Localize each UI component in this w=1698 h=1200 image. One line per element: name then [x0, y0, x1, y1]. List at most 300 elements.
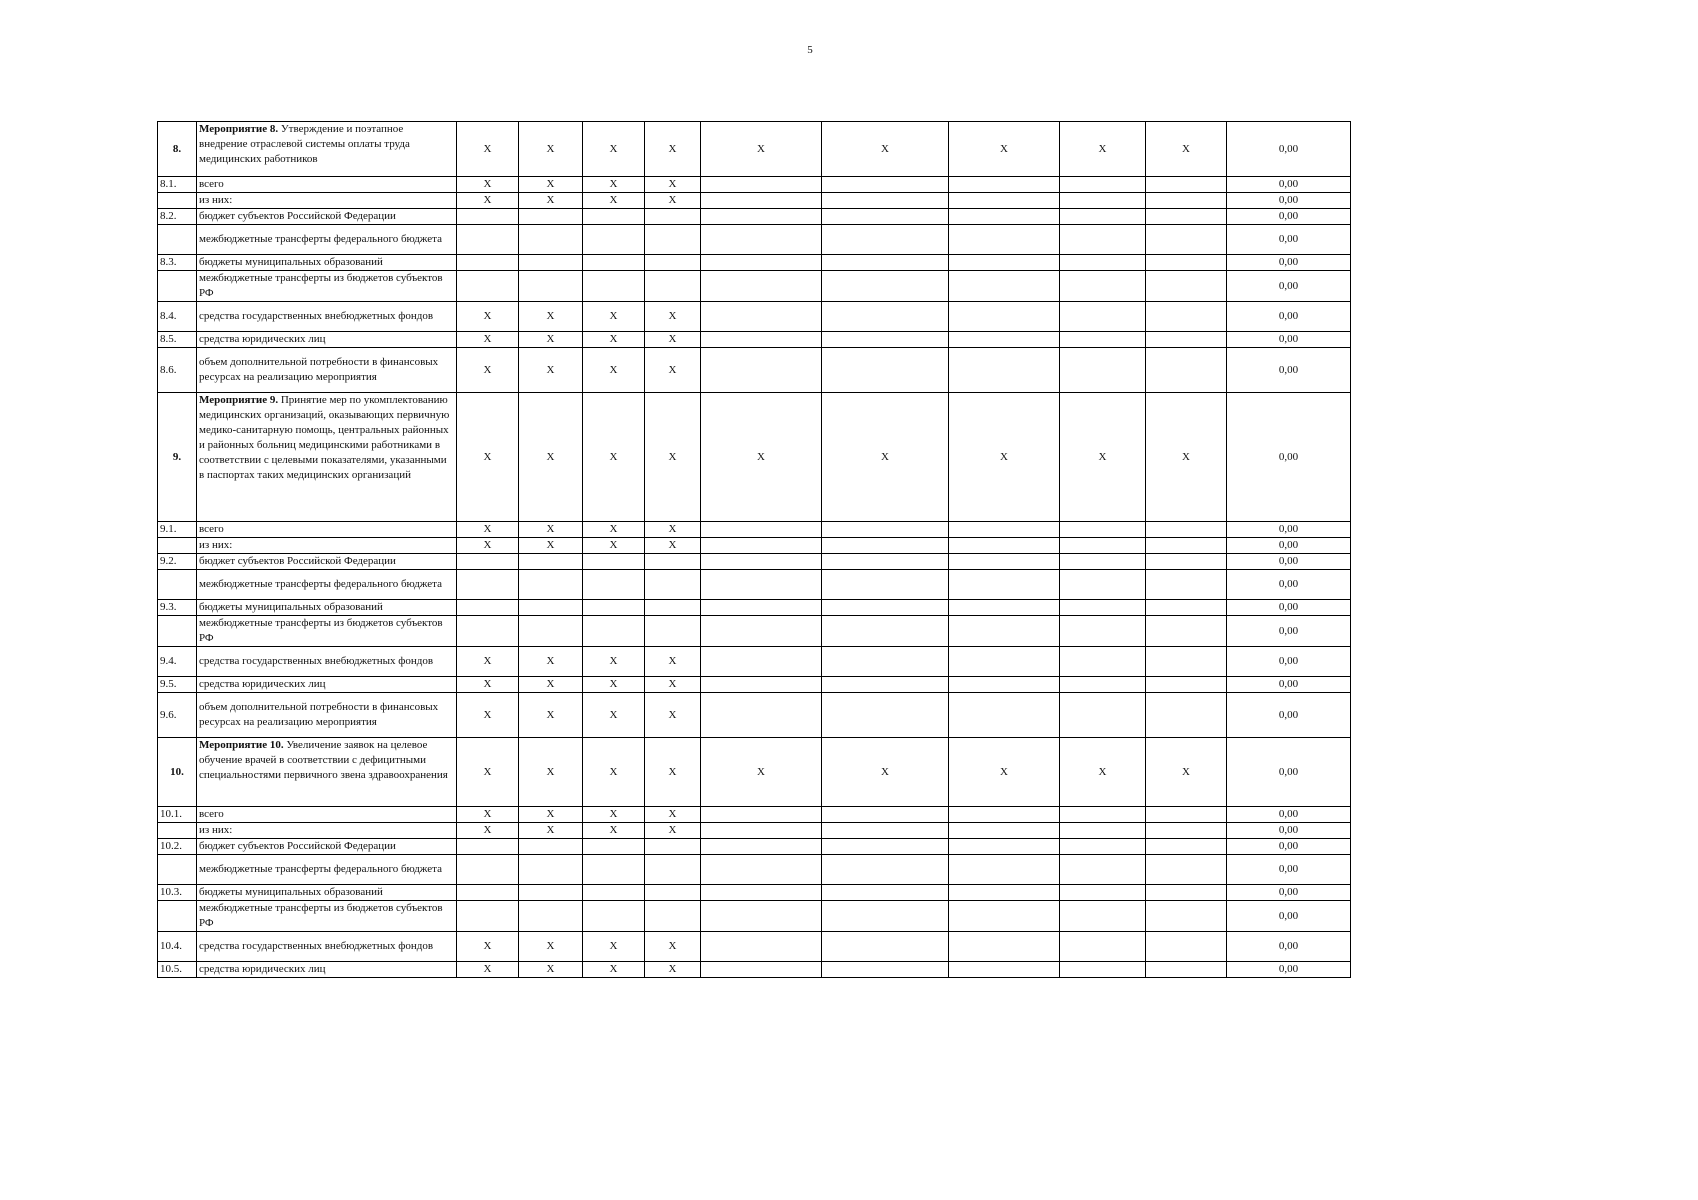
table-row: [158, 348, 1351, 393]
table-cell: [1060, 554, 1146, 570]
table-cell: 0,00: [1227, 616, 1351, 647]
table-cell: 0,00: [1227, 855, 1351, 885]
page-number: 5: [807, 44, 813, 56]
table-cell: [949, 677, 1060, 693]
table-cell: [822, 225, 949, 255]
table-cell: X: [583, 538, 645, 554]
table-cell: X: [519, 193, 583, 209]
table-cell: [519, 901, 583, 932]
table-cell: [1060, 209, 1146, 225]
table-cell: [645, 255, 701, 271]
row-label: межбюджетные трансферты из бюджетов субъектов РФ: [197, 616, 457, 647]
activity-title: Мероприятие 8.: [199, 123, 279, 135]
table-cell: X: [949, 738, 1060, 807]
table-cell: X: [701, 393, 822, 522]
table-cell: [1060, 332, 1146, 348]
table-cell: [822, 807, 949, 823]
table-cell: [1060, 193, 1146, 209]
table-cell: [519, 855, 583, 885]
table-cell: X: [949, 122, 1060, 177]
table-row: [158, 901, 1351, 932]
table-cell: 0,00: [1227, 647, 1351, 677]
activity-title: Мероприятие 10.: [199, 739, 284, 751]
table-cell: X: [583, 693, 645, 738]
row-label: бюджет субъектов Российской Федерации: [197, 839, 457, 855]
table-cell: [822, 932, 949, 962]
table-cell: X: [457, 962, 519, 978]
table-cell: [645, 855, 701, 885]
row-number: 9.2.: [158, 554, 197, 570]
table-cell: [457, 885, 519, 901]
table-row: [158, 885, 1351, 901]
table-cell: 0,00: [1227, 522, 1351, 538]
table-cell: 0,00: [1227, 932, 1351, 962]
table-cell: [949, 647, 1060, 677]
table-cell: X: [583, 677, 645, 693]
table-cell: [519, 554, 583, 570]
table-cell: 0,00: [1227, 332, 1351, 348]
table-cell: X: [1060, 393, 1146, 522]
table-row-activity: [158, 738, 1351, 807]
table-cell: [583, 616, 645, 647]
table-cell: X: [583, 302, 645, 332]
table-cell: [583, 855, 645, 885]
table-cell: [949, 554, 1060, 570]
activity-text: Увеличение заявок на целевое обучение врачей в соответствии с дефицитными специальностями первичного звена здравоохранения: [199, 739, 448, 781]
table-cell: [519, 255, 583, 271]
table-cell: [1146, 554, 1227, 570]
table-cell: X: [645, 177, 701, 193]
activity-number: 10.: [158, 738, 197, 807]
table-cell: X: [645, 522, 701, 538]
row-label: межбюджетные трансферты из бюджетов субъектов РФ: [197, 901, 457, 932]
table-cell: [701, 193, 822, 209]
table-cell: 0,00: [1227, 122, 1351, 177]
row-number: 10.2.: [158, 839, 197, 855]
table-cell: [822, 839, 949, 855]
table-cell: X: [583, 348, 645, 393]
table-cell: X: [519, 693, 583, 738]
table-cell: [822, 616, 949, 647]
table-cell: [1060, 538, 1146, 554]
table-cell: [822, 348, 949, 393]
row-number: 8.5.: [158, 332, 197, 348]
table-cell: [1146, 962, 1227, 978]
table-cell: 0,00: [1227, 885, 1351, 901]
table-cell: [645, 570, 701, 600]
row-label: межбюджетные трансферты из бюджетов субъектов РФ: [197, 271, 457, 302]
table-cell: [1146, 348, 1227, 393]
table-cell: X: [457, 693, 519, 738]
table-cell: X: [519, 122, 583, 177]
row-label: всего: [197, 807, 457, 823]
row-number: 8.6.: [158, 348, 197, 393]
table-cell: [822, 647, 949, 677]
table-cell: X: [457, 677, 519, 693]
table-cell: [457, 616, 519, 647]
table-cell: [1146, 538, 1227, 554]
table-cell: [519, 839, 583, 855]
table-row: [158, 616, 1351, 647]
row-label: из них:: [197, 823, 457, 839]
table-cell: X: [583, 823, 645, 839]
table-cell: [1060, 616, 1146, 647]
table-cell: [822, 855, 949, 885]
table-cell: 0,00: [1227, 823, 1351, 839]
table-cell: [949, 538, 1060, 554]
table-cell: X: [645, 932, 701, 962]
table-cell: [583, 600, 645, 616]
table-cell: [457, 209, 519, 225]
table-cell: X: [645, 738, 701, 807]
table-row-activity: [158, 122, 1351, 177]
table-row: [158, 209, 1351, 225]
table-cell: X: [457, 807, 519, 823]
table-cell: [701, 271, 822, 302]
table-cell: X: [583, 332, 645, 348]
table-cell: [949, 348, 1060, 393]
table-cell: X: [701, 738, 822, 807]
row-number: 8.2.: [158, 209, 197, 225]
table-cell: [645, 271, 701, 302]
table-cell: X: [645, 122, 701, 177]
table-cell: [701, 554, 822, 570]
table-cell: [457, 839, 519, 855]
table-cell: [949, 600, 1060, 616]
table-cell: [1146, 193, 1227, 209]
table-cell: X: [949, 393, 1060, 522]
table-cell: 0,00: [1227, 193, 1351, 209]
table-cell: [701, 209, 822, 225]
row-label: средства юридических лиц: [197, 677, 457, 693]
table-cell: X: [457, 177, 519, 193]
table-cell: [645, 885, 701, 901]
table-cell: [701, 807, 822, 823]
table-cell: [949, 225, 1060, 255]
table-cell: [583, 209, 645, 225]
table-cell: [645, 901, 701, 932]
table-cell: [701, 302, 822, 332]
table-cell: [1146, 255, 1227, 271]
row-number: 10.4.: [158, 932, 197, 962]
table-cell: [457, 255, 519, 271]
table-cell: [1146, 570, 1227, 600]
table-cell: 0,00: [1227, 677, 1351, 693]
table-cell: [1146, 271, 1227, 302]
table-cell: [701, 901, 822, 932]
table-cell: [583, 554, 645, 570]
row-label: всего: [197, 522, 457, 538]
table-cell: [949, 332, 1060, 348]
table-row: [158, 193, 1351, 209]
row-number: 8.3.: [158, 255, 197, 271]
activity-description: [197, 122, 457, 177]
table-row: [158, 302, 1351, 332]
table-cell: [519, 570, 583, 600]
table-cell: X: [519, 823, 583, 839]
table-cell: X: [457, 932, 519, 962]
table-cell: 0,00: [1227, 554, 1351, 570]
table-cell: X: [701, 122, 822, 177]
table-cell: [949, 193, 1060, 209]
table-cell: X: [457, 647, 519, 677]
table-row: [158, 600, 1351, 616]
table-cell: [1060, 885, 1146, 901]
table-cell: [1146, 677, 1227, 693]
table-cell: [583, 255, 645, 271]
table-cell: X: [1146, 122, 1227, 177]
table-cell: X: [1060, 122, 1146, 177]
table-row: [158, 839, 1351, 855]
table-cell: [822, 332, 949, 348]
table-cell: X: [645, 193, 701, 209]
table-cell: X: [519, 332, 583, 348]
table-cell: X: [519, 302, 583, 332]
table-cell: [583, 271, 645, 302]
table-cell: X: [457, 193, 519, 209]
row-number: 9.3.: [158, 600, 197, 616]
table-cell: X: [645, 647, 701, 677]
row-label: средства государственных внебюджетных фондов: [197, 647, 457, 677]
table-cell: [1060, 647, 1146, 677]
table-cell: X: [583, 807, 645, 823]
table-cell: [583, 839, 645, 855]
table-cell: [1146, 332, 1227, 348]
table-cell: [701, 932, 822, 962]
table-cell: [949, 962, 1060, 978]
table-cell: X: [519, 538, 583, 554]
table-row: [158, 807, 1351, 823]
table-cell: [822, 693, 949, 738]
table-cell: [1146, 177, 1227, 193]
table-cell: [1146, 839, 1227, 855]
table-cell: [1060, 962, 1146, 978]
table-cell: [701, 570, 822, 600]
row-number: 10.3.: [158, 885, 197, 901]
table-cell: [701, 647, 822, 677]
table-cell: [1060, 522, 1146, 538]
table-cell: [949, 255, 1060, 271]
table-cell: [949, 901, 1060, 932]
table-cell: X: [583, 962, 645, 978]
table-cell: X: [645, 677, 701, 693]
table-cell: [949, 302, 1060, 332]
table-cell: [701, 677, 822, 693]
row-number: 9.1.: [158, 522, 197, 538]
table-cell: X: [457, 393, 519, 522]
table-cell: [1146, 600, 1227, 616]
table-cell: X: [583, 122, 645, 177]
table-cell: [1060, 823, 1146, 839]
table-cell: [949, 932, 1060, 962]
table-cell: X: [457, 738, 519, 807]
table-cell: [949, 616, 1060, 647]
table-cell: [457, 570, 519, 600]
table-cell: [519, 616, 583, 647]
table-cell: [949, 823, 1060, 839]
table-cell: [519, 600, 583, 616]
table-cell: [1060, 348, 1146, 393]
table-cell: X: [583, 393, 645, 522]
row-label: межбюджетные трансферты федерального бюджета: [197, 570, 457, 600]
row-label: средства юридических лиц: [197, 962, 457, 978]
table-cell: [822, 600, 949, 616]
table-cell: X: [457, 522, 519, 538]
table-cell: 0,00: [1227, 738, 1351, 807]
table-cell: [1146, 693, 1227, 738]
table-cell: [949, 522, 1060, 538]
table-cell: [1060, 600, 1146, 616]
table-cell: [645, 225, 701, 255]
table-cell: 0,00: [1227, 839, 1351, 855]
table-cell: [701, 823, 822, 839]
table-cell: [1060, 855, 1146, 885]
table-cell: [1146, 522, 1227, 538]
activity-description: [197, 738, 457, 807]
table-cell: [822, 677, 949, 693]
table-cell: [822, 901, 949, 932]
table-cell: [949, 693, 1060, 738]
table-cell: X: [519, 962, 583, 978]
table-cell: X: [457, 348, 519, 393]
table-cell: [583, 570, 645, 600]
table-cell: [949, 209, 1060, 225]
row-label: бюджеты муниципальных образований: [197, 255, 457, 271]
table-cell: X: [645, 807, 701, 823]
table-cell: X: [583, 647, 645, 677]
table-cell: [1146, 225, 1227, 255]
table-cell: X: [519, 348, 583, 393]
table-row: [158, 271, 1351, 302]
table-cell: [1060, 677, 1146, 693]
table-cell: [701, 600, 822, 616]
table-cell: [519, 885, 583, 901]
table-cell: X: [457, 823, 519, 839]
table-row: [158, 554, 1351, 570]
table-row: [158, 677, 1351, 693]
table-cell: [1060, 177, 1146, 193]
table-row: [158, 177, 1351, 193]
table-cell: [1060, 255, 1146, 271]
table-cell: [645, 616, 701, 647]
activity-number: 9.: [158, 393, 197, 522]
table-cell: X: [645, 302, 701, 332]
row-label: из них:: [197, 193, 457, 209]
row-number: [158, 538, 197, 554]
row-number: 9.4.: [158, 647, 197, 677]
table-cell: [583, 901, 645, 932]
table-row: [158, 962, 1351, 978]
table-cell: X: [519, 522, 583, 538]
table-cell: [701, 225, 822, 255]
activity-title: Мероприятие 9.: [199, 394, 279, 406]
table-cell: [519, 225, 583, 255]
row-number: [158, 225, 197, 255]
row-number: 8.4.: [158, 302, 197, 332]
row-label: объем дополнительной потребности в финансовых ресурсах на реализацию мероприятия: [197, 348, 457, 393]
table-cell: [822, 302, 949, 332]
table-cell: [701, 348, 822, 393]
table-cell: X: [822, 122, 949, 177]
table-cell: [822, 554, 949, 570]
table-cell: [949, 839, 1060, 855]
table-cell: [822, 823, 949, 839]
table-cell: X: [519, 647, 583, 677]
table-cell: X: [519, 677, 583, 693]
table-cell: 0,00: [1227, 393, 1351, 522]
table-cell: [701, 616, 822, 647]
table-row: [158, 255, 1351, 271]
table-cell: [1146, 209, 1227, 225]
table-cell: [701, 962, 822, 978]
table-cell: [1060, 932, 1146, 962]
table-cell: [949, 177, 1060, 193]
table-cell: [583, 885, 645, 901]
row-label: средства юридических лиц: [197, 332, 457, 348]
table-cell: X: [519, 177, 583, 193]
table-cell: [645, 209, 701, 225]
table-body: [158, 122, 1351, 978]
row-label: бюджеты муниципальных образований: [197, 885, 457, 901]
table-cell: [1146, 647, 1227, 677]
table-cell: [949, 271, 1060, 302]
table-cell: X: [645, 393, 701, 522]
table-cell: 0,00: [1227, 255, 1351, 271]
table-row: [158, 538, 1351, 554]
table-cell: [583, 225, 645, 255]
table-cell: X: [645, 693, 701, 738]
table-row: [158, 332, 1351, 348]
table-cell: X: [822, 738, 949, 807]
table-cell: X: [457, 332, 519, 348]
table-cell: [1060, 271, 1146, 302]
table-cell: [457, 554, 519, 570]
row-number: [158, 570, 197, 600]
table-cell: X: [457, 302, 519, 332]
table-cell: [1060, 302, 1146, 332]
table-cell: 0,00: [1227, 209, 1351, 225]
table-cell: 0,00: [1227, 348, 1351, 393]
row-number: 8.1.: [158, 177, 197, 193]
table-row: [158, 647, 1351, 677]
table-cell: X: [583, 522, 645, 538]
table-cell: [519, 209, 583, 225]
row-number: [158, 193, 197, 209]
row-number: 9.6.: [158, 693, 197, 738]
table-cell: [822, 538, 949, 554]
table-cell: [1060, 839, 1146, 855]
table-cell: X: [519, 393, 583, 522]
table-cell: [822, 885, 949, 901]
table-cell: [822, 962, 949, 978]
table-cell: [822, 193, 949, 209]
table-cell: X: [1146, 738, 1227, 807]
table-row: [158, 522, 1351, 538]
row-number: [158, 271, 197, 302]
table-cell: 0,00: [1227, 177, 1351, 193]
table-cell: [701, 177, 822, 193]
table-cell: [1146, 823, 1227, 839]
table-cell: X: [645, 823, 701, 839]
table-cell: 0,00: [1227, 225, 1351, 255]
table-cell: [822, 271, 949, 302]
table-row: [158, 570, 1351, 600]
activity-number: 8.: [158, 122, 197, 177]
table-cell: [701, 885, 822, 901]
table-row: [158, 932, 1351, 962]
table-cell: [701, 693, 822, 738]
table-cell: [1060, 901, 1146, 932]
